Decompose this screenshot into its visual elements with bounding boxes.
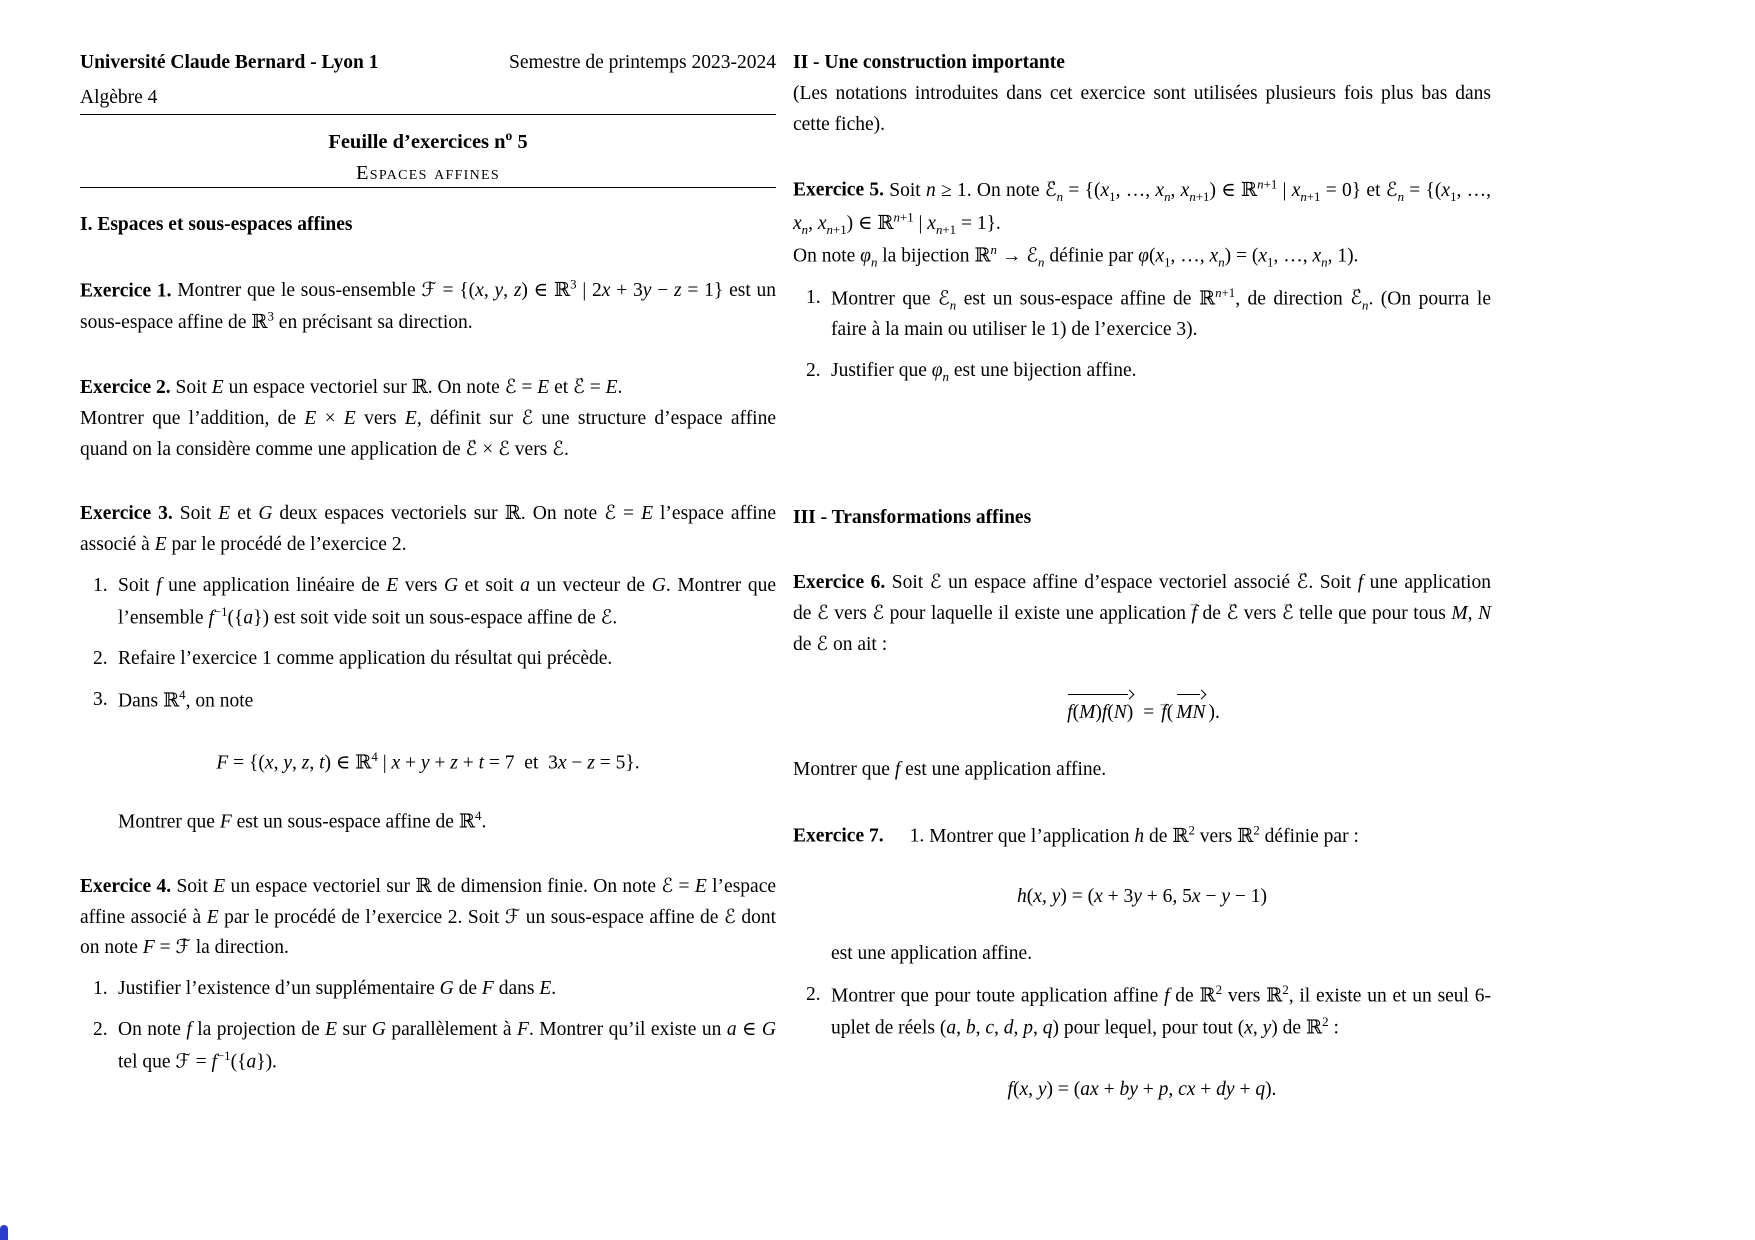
list-item-number: 3. xyxy=(93,688,108,710)
exercise-3-intro: Soit E et G deux espaces vectoriels sur ℝ. On note ℰ = E l’espace affine associé à E par le procédé de l’exercice 2. xyxy=(80,503,777,556)
exercise-5-intro1: Soit n ≥ 1. On note ℰ $\to_n = \{(x_1$, …, $x_n$, $x_{n+1}$) ∈ ℝ$^{n+1}$ | $x_{n+1} = 0$} et ℰ$_n$ = {($x_1$, …, $x_n$, $x_{n+1}$) ∈ ℝ$^{n+1}$ | $x_{n+1} = 1$}. xyxy=(793,180,1491,234)
list-item-text: Montrer que ℰ$_n$ est un sous-espace affine de ℝ$^{n+1}$, de direction ℰ $\to_n$. (On pourra le faire à la main ou utiliser le 1) de l’exercice 3). xyxy=(831,283,1491,347)
display-equation xyxy=(793,694,1491,729)
display-equation: F = {(x, y, z, t) ∈ ℝ$^4$ | x + y + z + t = 7 et 3x − z = 5}. xyxy=(216,750,640,774)
display-equation: h(x, y) = (x + 3y + 6, 5x − y − 1) xyxy=(1017,886,1267,908)
divider-top xyxy=(80,114,776,115)
exercise-6-after-equation: Montrer que f est une application affine. xyxy=(793,759,1107,781)
section-2-note: (Les notations introduites dans cet exercice sont utilisées plusieurs fois plus bas dans cette fiche). xyxy=(793,82,1491,135)
column-balancing-gap xyxy=(793,397,1491,481)
exercise-5 xyxy=(793,174,1491,387)
exercise-2-line2: Montrer que l’addition, de E × E vers E, définit sur ℰ une structure d’espace affine quand on la considère comme une application de ℰ → × ℰ vers ℰ. xyxy=(80,404,776,466)
list-item-text: Justifier que $\varphi_n$ est une bijection affine. xyxy=(831,360,1137,384)
document-header-row xyxy=(80,48,776,79)
list-item xyxy=(806,283,1491,347)
section-heading-2: II - Une construction importante xyxy=(793,52,1065,73)
exercise-4-intro: Soit E un espace vectoriel sur ℝ de dimension finie. On note ℰ = E l’espace affine associé à E par le procédé de l’exercice 2. Soit ℱ un sous-espace affine de ℰ dont on note F = ℱ → la direction. xyxy=(80,876,776,959)
right-column xyxy=(793,48,1491,1131)
exercise-4-label: Exercice 4. xyxy=(80,875,172,897)
exercise-3 xyxy=(80,499,776,837)
list-item xyxy=(93,685,776,717)
exercise-4-list xyxy=(80,974,776,1078)
exercise-4-paragraph xyxy=(80,872,776,964)
exercise-6-intro: Soit ℰ un espace affine d’espace vectoriel associé ℰ →. Soit f une application de ℰ vers ℰ pour laquelle il existe une application f → de ℰ → vers ℰ → telle que pour tous M, N de ℰ on ait : xyxy=(793,572,1491,655)
page-corner-mark xyxy=(0,1225,8,1240)
list-item-number: 1. xyxy=(909,825,925,847)
section-heading-3: III - Transformations affines xyxy=(793,507,1032,529)
list-item xyxy=(806,980,1491,1045)
exercise-5-list xyxy=(793,283,1491,388)
exercise-1-label: Exercice 1. xyxy=(80,280,172,301)
exercise-7-paragraph xyxy=(793,820,1491,852)
exercise-5-label: Exercice 5. xyxy=(793,179,884,201)
list-item xyxy=(93,571,776,634)
exercise-4 xyxy=(80,872,776,1078)
overarrow-rhs-arg: MN xyxy=(1176,702,1206,724)
course-name: Algèbre 4 xyxy=(80,86,158,108)
exercise-6 xyxy=(793,568,1491,786)
exercise-5-intro2: On note $\varphi_n$ la bijection ℝ$^n$ → ℰ$_n$ définie par $\varphi(x_1$, …, $x_n) = (x_1$, …, $x_n$, 1). xyxy=(793,242,1359,270)
list-item xyxy=(806,356,1491,387)
list-item xyxy=(93,644,776,675)
list-item-number: 2. xyxy=(806,360,821,382)
equals-sign: = xyxy=(1143,702,1155,724)
overarrow-lhs: f(M)f(N) xyxy=(1067,702,1134,724)
institution-name: Université Claude Bernard - Lyon 1 xyxy=(80,52,379,73)
equation-close: ). xyxy=(1208,702,1220,724)
list-item-text: Montrer que l’application h de ℝ$^2$ vers ℝ$^2$ définie par : xyxy=(929,823,1359,847)
list-item-number: 1. xyxy=(93,978,108,1000)
divider-bottom xyxy=(80,187,776,188)
list-item-number: 1. xyxy=(806,286,821,308)
list-item-number: 2. xyxy=(93,1019,108,1041)
exercise-3-after-equation: Montrer que F est un sous-espace affine de ℝ$^4$. xyxy=(118,808,487,833)
list-item-number: 2. xyxy=(806,983,821,1005)
semester-label: Semestre de printemps 2023-2024 xyxy=(509,52,776,73)
exercise-2-line1: Soit E un espace vectoriel sur ℝ. On note ℰ = E et ℰ → = E. xyxy=(175,377,622,398)
vec-f-open: f →( xyxy=(1161,702,1173,723)
list-item-text: Montrer que pour toute application affine f de ℝ$^2$ vers ℝ$^2$, il existe un et un seul 6-uplet de réels (a, b, c, d, p, q) pour lequel, pour tout (x, y) de ℝ$^2$ : xyxy=(831,982,1491,1039)
document-header xyxy=(80,48,776,114)
exercise-1 xyxy=(80,275,776,340)
exercise-7-item1-after: est une application affine. xyxy=(831,943,1033,965)
exercise-3-paragraph xyxy=(80,499,776,561)
exercise-3-label: Exercice 3. xyxy=(80,503,173,525)
section-heading-1: I. Espaces et sous-espaces affines xyxy=(80,213,353,235)
list-item-text: On note f la projection de E sur G parallèlement à F. Montrer qu’il existe un a ∈ G tel que ℱ = $f^{-1}(\{a\})$. xyxy=(118,1019,777,1073)
list-item xyxy=(93,974,776,1005)
exercise-2 xyxy=(80,373,776,465)
left-column xyxy=(80,48,776,1088)
sheet-title-block xyxy=(80,127,776,187)
exercise-3-list xyxy=(80,571,776,717)
exercise-5-paragraph xyxy=(793,174,1491,239)
exercise-6-label: Exercice 6. xyxy=(793,572,886,594)
exercise-7-label: Exercice 7. xyxy=(793,825,884,847)
list-item-text: Soit f une application linéaire de E vers G et soit a un vecteur de G. Montrer que l’ensemble $f^{-1}(\{a\})$ est soit vide soit un sous-espace affine de ℰ. xyxy=(118,575,776,629)
display-equation: f(x, y) = (ax + by + p, cx + dy + q). xyxy=(1007,1078,1277,1100)
exercise-7 xyxy=(793,820,1491,1105)
list-item-text: Justifier l’existence d’un supplémentaire G de F dans E. xyxy=(118,978,557,1000)
list-item-text: Dans ℝ$^4$, on note xyxy=(118,687,254,712)
exercise-1-paragraph xyxy=(80,275,776,340)
list-item-number: 2. xyxy=(93,648,108,670)
list-item-text: Refaire l’exercice 1 comme application du résultat qui précède. xyxy=(118,648,613,670)
sheet-title: Feuille d’exercices $n^o$ 5 xyxy=(328,127,528,153)
exercise-2-paragraph xyxy=(80,373,776,404)
exercise-1-text: Montrer que le sous-ensemble ℱ = {(x, y, z) ∈ ℝ$^3$ | 2x + 3y − z = 1} est un sous-espace affine de ℝ$^3$ en précisant sa direction. xyxy=(80,277,777,334)
list-item-number: 1. xyxy=(93,575,108,597)
list-item xyxy=(93,1015,776,1078)
exercise-6-paragraph xyxy=(793,568,1491,660)
sheet-subtitle: Espaces affines xyxy=(355,162,500,185)
exercise-2-label: Exercice 2. xyxy=(80,377,171,399)
